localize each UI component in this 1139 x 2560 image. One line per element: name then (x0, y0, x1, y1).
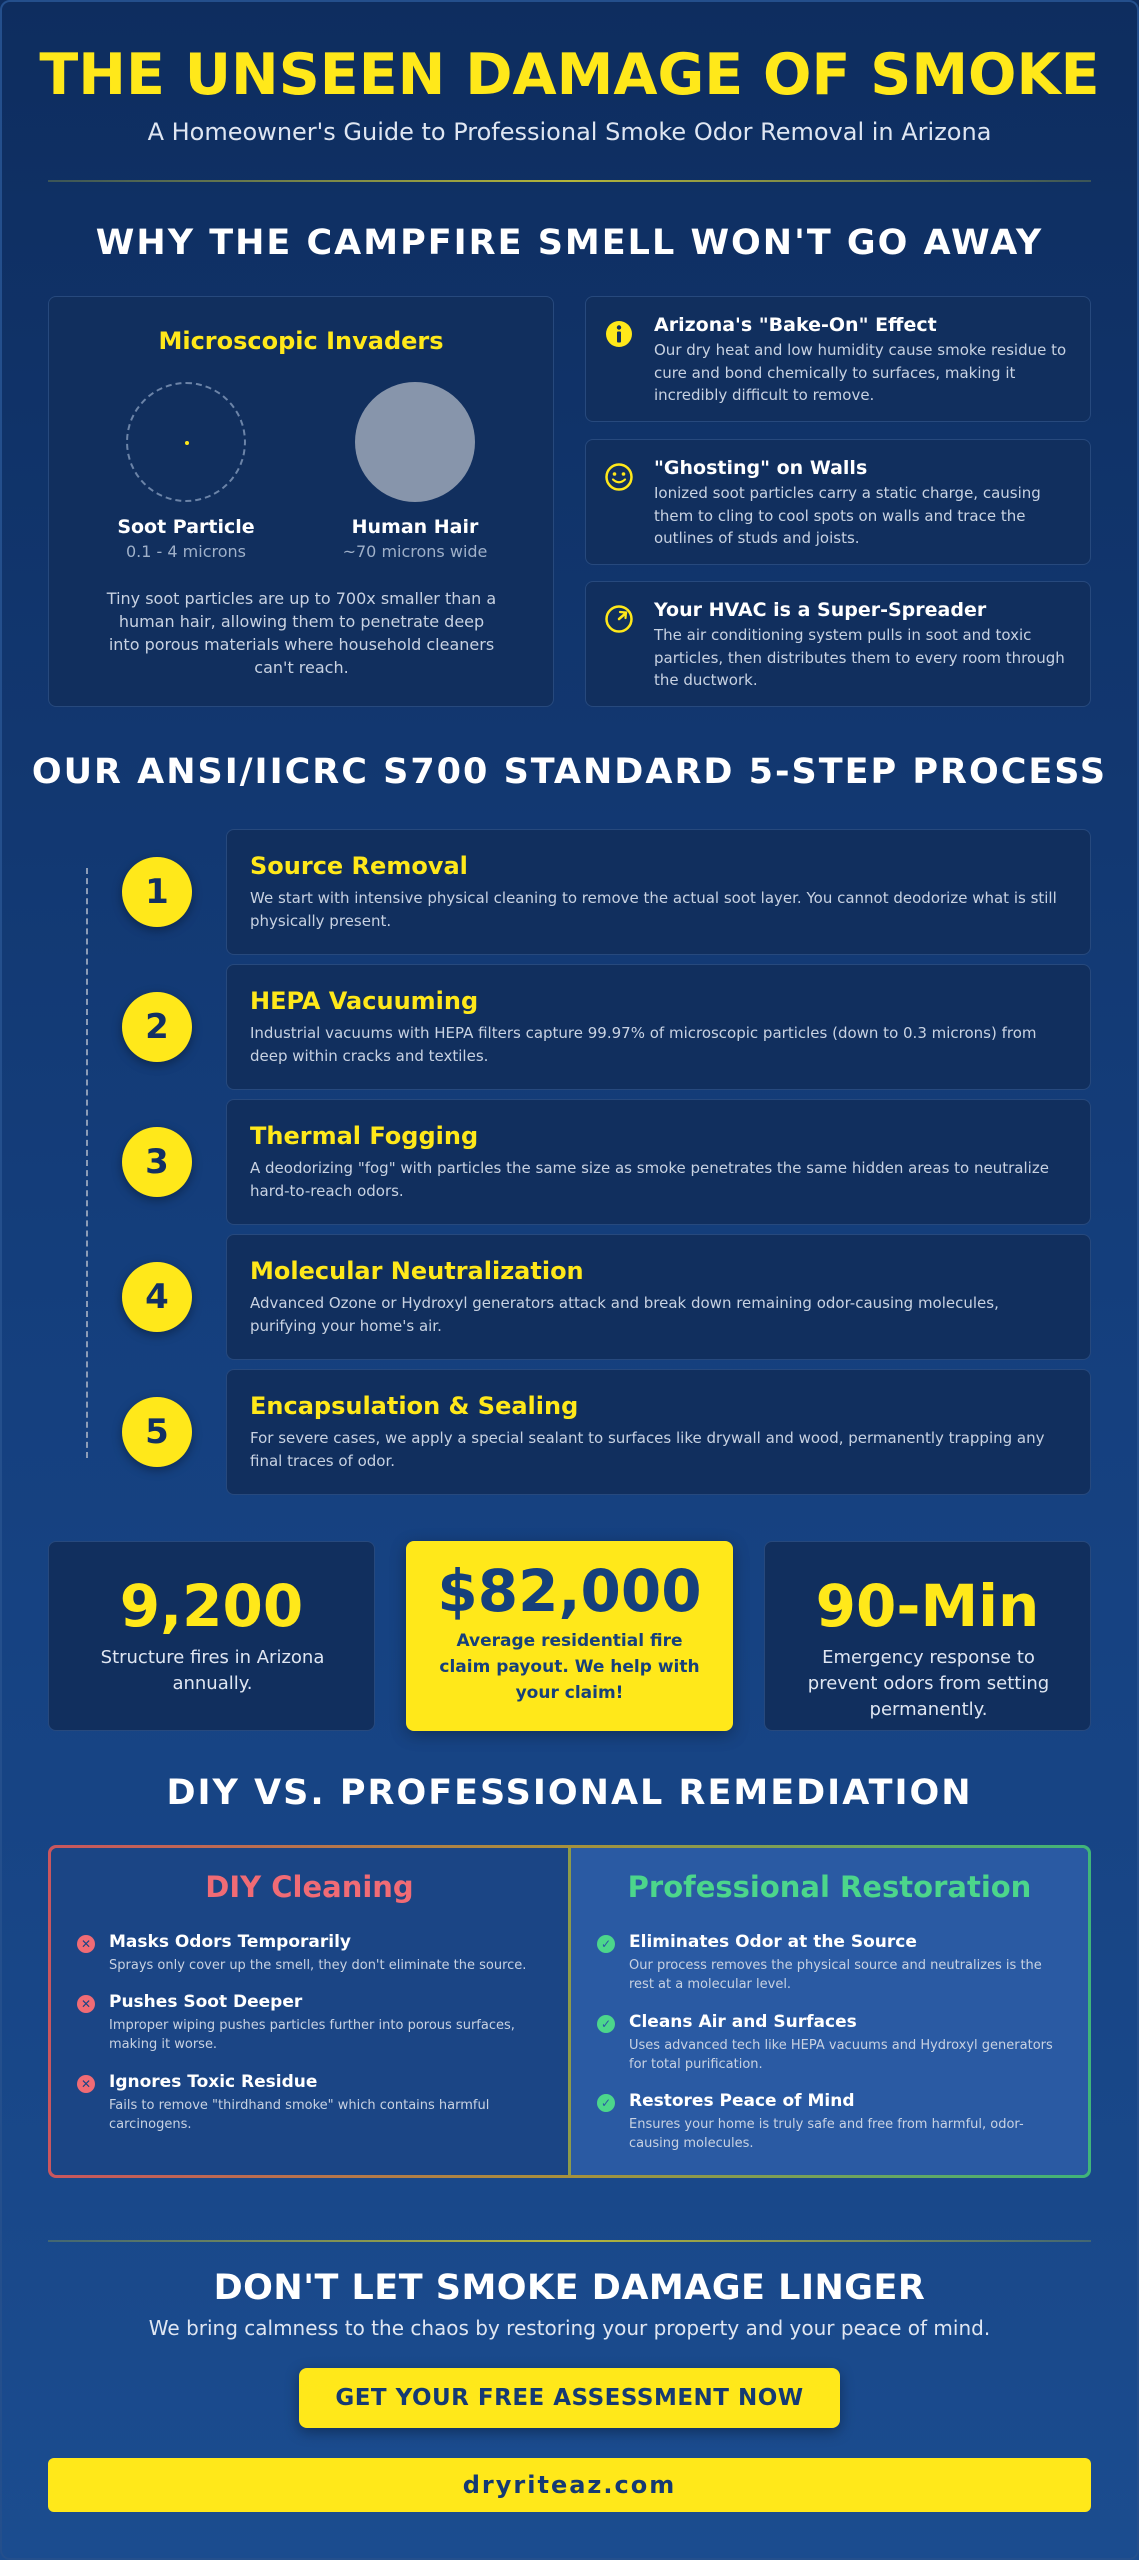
diy-item-title: Masks Odors Temporarily (109, 1932, 351, 1952)
stat-card-claim (406, 1541, 733, 1731)
info-card-bake-on (585, 296, 1091, 422)
microscopic-description: Tiny soot particles are up to 700x smaller than a human hair, allowing them to penetrate deep into porous materials where household cleaners can't reach. (106, 589, 497, 677)
stat-card-fires (48, 1541, 375, 1731)
info-card-text: Ionized soot particles carry a static charge, causing them to cling to cool spots on walls and trace the outlines of studs and joists. (654, 484, 1041, 547)
info-card-title: "Ghosting" on Walls (654, 457, 868, 479)
human-hair-diagram (355, 382, 475, 502)
pro-title: Professional Restoration (627, 1870, 1032, 1904)
diy-title: DIY Cleaning (205, 1870, 414, 1904)
comparison-box (48, 1845, 1091, 2178)
stat-card-response (764, 1541, 1091, 1731)
page-subtitle: A Homeowner's Guide to Professional Smoke Odor Removal in Arizona (147, 118, 992, 146)
x-mark-icon: ✕ (77, 1935, 95, 1953)
circular-arrow-icon (604, 604, 634, 634)
step-card (226, 1369, 1091, 1495)
info-card-ghosting (585, 439, 1091, 565)
hair-label: Human Hair (351, 516, 479, 538)
step-number: 1 (122, 857, 192, 927)
hair-size: ~70 microns wide (342, 542, 488, 561)
stat-text: Structure fires in Arizona annually. (100, 1647, 325, 1694)
microscopic-card (48, 296, 554, 707)
stat-value: $82,000 (437, 1557, 702, 1625)
step-number: 4 (122, 1262, 192, 1332)
why-section-title: WHY THE CAMPFIRE SMELL WON'T GO AWAY (95, 223, 1044, 263)
soot-dot (185, 441, 189, 445)
divider (48, 2240, 1091, 2242)
step-card (226, 1099, 1091, 1225)
diy-item-text: Improper wiping pushes particles further into porous surfaces, making it worse. (109, 2018, 515, 2052)
diy-item-text: Sprays only cover up the smell, they don't eliminate the source. (109, 1958, 527, 1973)
check-mark-icon: ✓ (597, 1935, 615, 1953)
step-title: Thermal Fogging (250, 1122, 479, 1150)
x-mark-icon: ✕ (77, 2075, 95, 2093)
pro-item-text: Uses advanced tech like HEPA vacuums and Hydroxyl generators for total purification. (629, 2038, 1053, 2072)
step-title: Source Removal (250, 852, 468, 880)
step-text: Advanced Ozone or Hydroxyl generators attack and break down remaining odor-causing molecules, purifying your home's air. (250, 1294, 999, 1335)
step-number: 5 (122, 1397, 192, 1467)
step-text: Industrial vacuums with HEPA filters capture 99.97% of microscopic particles (down to 0.3 microns) from deep within cracks and textiles. (250, 1024, 1037, 1065)
step-card (226, 829, 1091, 955)
step-card (226, 1234, 1091, 1360)
info-circle-icon (604, 319, 634, 349)
diy-item-title: Pushes Soot Deeper (109, 1992, 303, 2012)
info-card-text: The air conditioning system pulls in soot and toxic particles, then distributes them to every room through the ductwork. (654, 626, 1065, 689)
pro-item-text: Ensures your home is truly safe and free from harmful, odor-causing molecules. (629, 2117, 1024, 2151)
free-assessment-button[interactable]: GET YOUR FREE ASSESSMENT NOW (299, 2368, 840, 2428)
x-mark-icon: ✕ (77, 1995, 95, 2013)
divider (48, 180, 1091, 182)
process-section-title: OUR ANSI/IICRC S700 STANDARD 5-STEP PROCESS (31, 752, 1108, 792)
pro-column (571, 1848, 1088, 2175)
step-text: A deodorizing "fog" with particles the same size as smoke penetrates the same hidden areas to neutralize hard-to-reach odors. (250, 1159, 1049, 1200)
cta-subtitle: We bring calmness to the chaos by restoring your property and your peace of mind. (148, 2316, 991, 2340)
step-card (226, 964, 1091, 1090)
stat-value: 9,200 (119, 1572, 304, 1640)
info-card-title: Your HVAC is a Super-Spreader (654, 599, 987, 621)
step-text: For severe cases, we apply a special sealant to surfaces like drywall and wood, permanently trapping any final traces of odor. (250, 1429, 1045, 1470)
check-mark-icon: ✓ (597, 2015, 615, 2033)
info-card-title: Arizona's "Bake-On" Effect (654, 314, 937, 336)
pro-item-title: Cleans Air and Surfaces (629, 2012, 857, 2032)
step-text: We start with intensive physical cleaning to remove the actual soot layer. You cannot deodorize what is still physically present. (250, 889, 1057, 930)
website-link[interactable]: dryriteaz.com (48, 2458, 1091, 2512)
info-card-hvac (585, 581, 1091, 707)
step-number: 2 (122, 992, 192, 1062)
page-title: THE UNSEEN DAMAGE OF SMOKE (39, 42, 1100, 108)
soot-size: 0.1 - 4 microns (126, 542, 246, 561)
step-number: 3 (122, 1127, 192, 1197)
step-title: Molecular Neutralization (250, 1257, 584, 1285)
microscopic-title: Microscopic Invaders (158, 327, 444, 355)
stat-value: 90-Min (815, 1572, 1040, 1640)
pro-item-text: Our process removes the physical source and neutralizes is the rest at a molecular level. (629, 1958, 1042, 1992)
stat-text: Emergency response to prevent odors from setting permanently. (807, 1647, 1050, 1720)
soot-particle-diagram (126, 382, 246, 502)
soot-label: Soot Particle (117, 516, 255, 538)
check-mark-icon: ✓ (597, 2094, 615, 2112)
smiley-face-icon (604, 462, 634, 492)
diy-column (51, 1848, 568, 2175)
diy-item-title: Ignores Toxic Residue (109, 2072, 318, 2092)
step-title: HEPA Vacuuming (250, 987, 479, 1015)
timeline-line (86, 868, 88, 1458)
stat-text: Average residential fire claim payout. We help with your claim! (439, 1631, 700, 1703)
comparison-section-title: DIY VS. PROFESSIONAL REMEDIATION (166, 1773, 973, 1813)
diy-item-text: Fails to remove "thirdhand smoke" which contains harmful carcinogens. (109, 2098, 490, 2132)
step-title: Encapsulation & Sealing (250, 1392, 579, 1420)
pro-item-title: Eliminates Odor at the Source (629, 1932, 917, 1952)
cta-title: DON'T LET SMOKE DAMAGE LINGER (213, 2268, 926, 2308)
pro-item-title: Restores Peace of Mind (629, 2091, 855, 2111)
info-card-text: Our dry heat and low humidity cause smoke residue to cure and bond chemically to surfaces, making it incredibly difficult to remove. (654, 341, 1067, 404)
